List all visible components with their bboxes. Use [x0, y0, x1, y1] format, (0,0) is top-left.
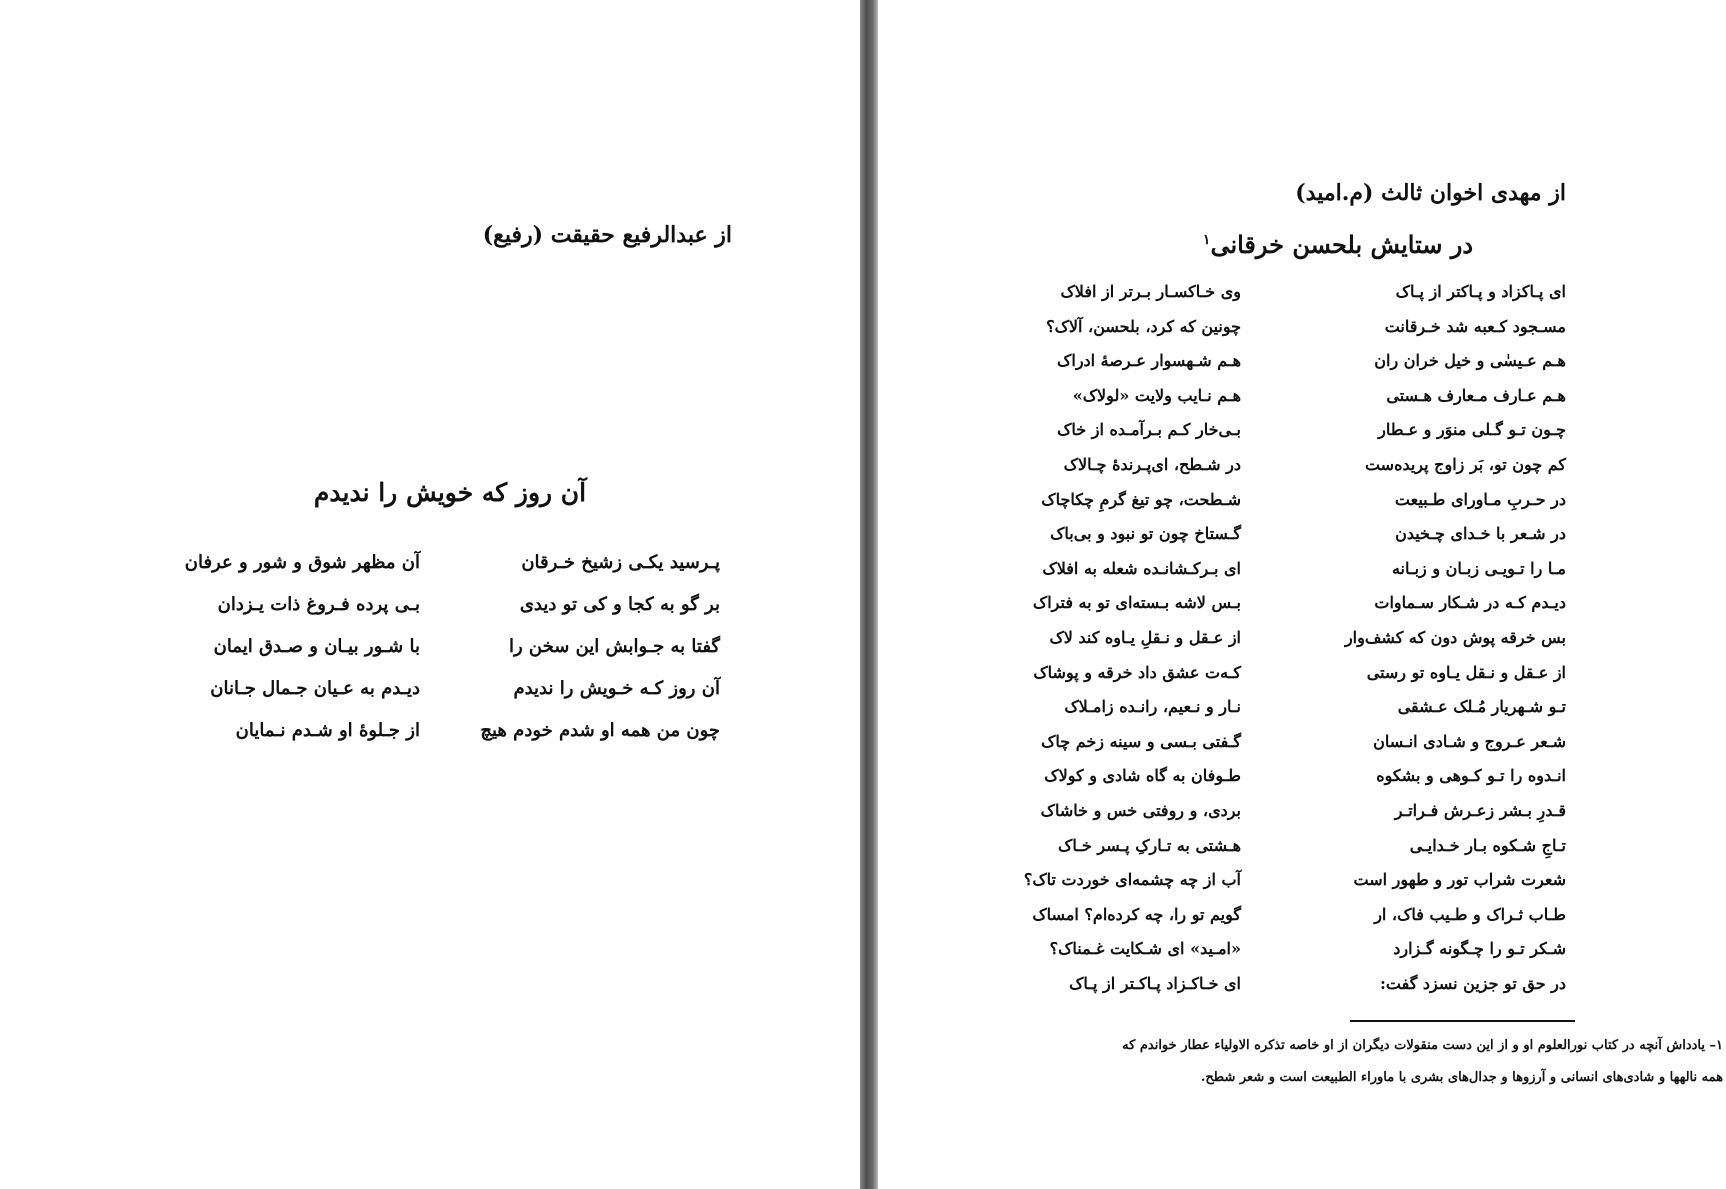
left-hemistich-first: پـرسید یکـی زشیخ خـرقان: [521, 552, 720, 573]
right-hemistich-first: طـاب ثـراک و طـیب فاک، ار: [1374, 904, 1566, 924]
left-poem-title: آن روز که خویش را ندیدم: [313, 478, 587, 507]
right-couplet: [1026, 697, 1566, 732]
right-hemistich-first: شعرت شراب تور و طهور است: [1353, 870, 1566, 890]
right-hemistich-first: دیـدم کـه در شـکار سـماوات: [1374, 593, 1566, 613]
left-hemistich-second: از جـلوهٔ او شـدم نـمایان: [235, 720, 420, 741]
right-couplet: [1026, 593, 1566, 628]
right-hemistich-first: تـو شـهریار مُـلک عـشقی: [1397, 697, 1566, 717]
right-couplet: [1026, 801, 1566, 836]
footnote-divider: [1350, 1020, 1575, 1022]
right-hemistich-first: انـدوه را تـو کـوهی و بشکوه: [1376, 766, 1566, 786]
right-hemistich-second: هـم نـایب ولایت «لولاک»: [1072, 385, 1241, 405]
right-hemistich-first: هـم عـارف مـعارف هـستی: [1386, 385, 1566, 405]
right-hemistich-first: در حـربِ مـاورای طـبیعت: [1394, 489, 1566, 509]
right-hemistich-first: قـدرِ بـشر زعـرش فـراتـر: [1394, 800, 1566, 820]
right-hemistich-second: گویم تو را، چه کرده‌ام؟ امساک: [1032, 904, 1241, 924]
right-couplet: [1026, 905, 1566, 940]
footnote-marker: ۱: [1202, 232, 1211, 248]
footnote: [898, 1030, 1723, 1094]
right-poem-title-text: در ستایش بلحسن خرقانی: [1210, 230, 1474, 259]
right-couplet: [1026, 939, 1566, 974]
left-hemistich-first: گفتا به جـوابش این سخن را: [508, 636, 720, 657]
right-hemistich-second: ای بـرکـشانـده شعله به افلاک: [1042, 558, 1241, 578]
left-couplets: [160, 552, 720, 762]
right-hemistich-second: بـس لاشه بـسته‌ای تو به فتراک: [1032, 593, 1241, 613]
right-couplet: [1026, 490, 1566, 525]
right-couplet: [1026, 282, 1566, 317]
right-poem-title: [1158, 230, 1518, 259]
left-hemistich-first: بر گو به کجا و کی تو دیدی: [519, 594, 720, 615]
right-couplets: [1023, 282, 1566, 1008]
right-hemistich-second: در شـطح، ای‌پـرندهٔ چـالاک: [1063, 454, 1241, 474]
right-hemistich-second: آب از چه چشمه‌ای خوردت تاک؟: [1023, 870, 1241, 890]
right-hemistich-first: چـون تـو گـلی منوَر و عـطار: [1378, 420, 1566, 440]
right-hemistich-second: چونین که کرد، بلحسن، آلاک؟: [1046, 316, 1241, 336]
right-hemistich-second: وی خـاکسـار بـرتر از افلاک: [1060, 282, 1241, 301]
right-hemistich-second: گـفتی بـسی و سینه زخم چاک: [1041, 731, 1241, 751]
left-couplet: [160, 552, 720, 594]
right-couplet: [1026, 628, 1566, 663]
right-couplet: [1026, 317, 1566, 352]
right-hemistich-second: بردی، و روفتی خس و خاشاک: [1040, 800, 1241, 820]
right-hemistich-second: شـطحت، چو تیغ گرمِ چکاچاک: [1041, 489, 1241, 509]
right-hemistich-first: از عـقل و نـقل یـاوه تو رستی: [1366, 662, 1566, 682]
right-hemistich-first: تـاجِ شـکوه بـار خـدایـی: [1409, 835, 1566, 855]
right-hemistich-first: ای پـاکزاد و پـاکتر از پـاک: [1395, 282, 1566, 301]
right-hemistich-second: طـوفان به گاه شادی و کولاک: [1044, 766, 1241, 786]
right-hemistich-second: بـی‌خار کـم بـرآمـده از خاک: [1057, 420, 1241, 440]
right-hemistich-first: کم چون تو، بَر زاوج پریده‌ست: [1364, 454, 1566, 474]
right-couplet: [1026, 836, 1566, 871]
left-hemistich-second: با شـور بیـان و صـدق ایمان: [213, 636, 420, 657]
right-author-heading: از مهدی اخوان ثالث (م.امید): [1295, 180, 1566, 206]
right-couplet: [1026, 455, 1566, 490]
left-couplet: [160, 594, 720, 636]
right-couplet: [1026, 663, 1566, 698]
right-couplet: [1026, 351, 1566, 386]
left-hemistich-second: دیـدم به عـیان جـمال جـانان: [210, 678, 420, 699]
right-hemistich-first: در حق تو جزین نسزد گفت:: [1379, 973, 1566, 993]
left-hemistich-second: آن مظهر شوق و شور و عرفان: [184, 552, 420, 573]
right-hemistich-first: شـکر تـو را چـگونه گـزارد: [1393, 939, 1566, 959]
right-couplet: [1026, 732, 1566, 767]
left-hemistich-first: چون من همه او شدم خودم هیچ: [480, 720, 720, 741]
right-hemistich-second: گـستاخ چون تو نبود و بی‌باک: [1050, 524, 1241, 544]
right-couplet: [1026, 766, 1566, 801]
right-couplet: [1026, 386, 1566, 421]
right-couplet: [1026, 524, 1566, 559]
left-couplet: [160, 720, 720, 762]
footnote-line-1: ۱– یادداش آنچه در کتاب نورالعلوم او و از این دست منقولات دیگران از او خاصه تذکره الاولیاء عطار خواندم که: [1122, 1038, 1723, 1053]
right-hemistich-first: مسـجود کـعبه شد خـرقانت: [1384, 316, 1566, 336]
right-couplet: [1026, 420, 1566, 455]
left-couplet: [160, 678, 720, 720]
right-page: [878, 0, 1726, 1189]
right-couplet: [1023, 870, 1566, 905]
right-hemistich-second: هـم شـهسوار عـرصهٔ ادراک: [1057, 351, 1241, 371]
left-couplet: [160, 636, 720, 678]
right-hemistich-first: هـم عـیسٰی و خیل خران ران: [1374, 351, 1566, 371]
right-hemistich-second: نـار و نـعیم، رانـده زامـلاک: [1064, 697, 1241, 717]
right-couplet: [1026, 559, 1566, 594]
right-hemistich-first: شـعر عـروج و شـادی انـسان: [1373, 731, 1566, 751]
right-hemistich-second: از عـقل و نـقلِ یـاوه کند لاک: [1049, 627, 1241, 647]
right-couplet: [1026, 974, 1566, 1009]
footnote-line-2: همه نالهها و شادی‌های انسانی و آرزوها و جدال‌های بشری با ماوراء الطبیعت است و شعر شطح.: [1200, 1070, 1723, 1085]
right-hemistich-second: هـشتی به تـارکِ پـسر خـاک: [1058, 835, 1241, 855]
right-hemistich-second: «امـید» ای شـکایت غـمناک؟: [1049, 939, 1241, 959]
right-hemistich-second: کـه‌ت عشق داد خرقه و پوشاک: [1033, 662, 1241, 682]
right-hemistich-first: در شـعر با خـدای چـخیدن: [1395, 524, 1566, 544]
right-hemistich-second: ای خـاکـزاد پـاکـتر از پـاک: [1069, 973, 1241, 993]
left-hemistich-second: بـی پرده فـروغ ذات یـزدان: [217, 594, 420, 615]
left-hemistich-first: آن روز کـه خـویش را ندیدم: [513, 678, 720, 699]
right-hemistich-first: بس خرقه پوش دون که کشف‌وار: [1344, 627, 1566, 647]
left-author-heading: از عبدالرفیع حقیقت (رفیع): [482, 222, 732, 248]
right-hemistich-first: مـا را تـویـی زبـان و زبـانه: [1391, 558, 1566, 578]
book-gutter: [860, 0, 878, 1189]
left-page: [0, 0, 860, 1189]
